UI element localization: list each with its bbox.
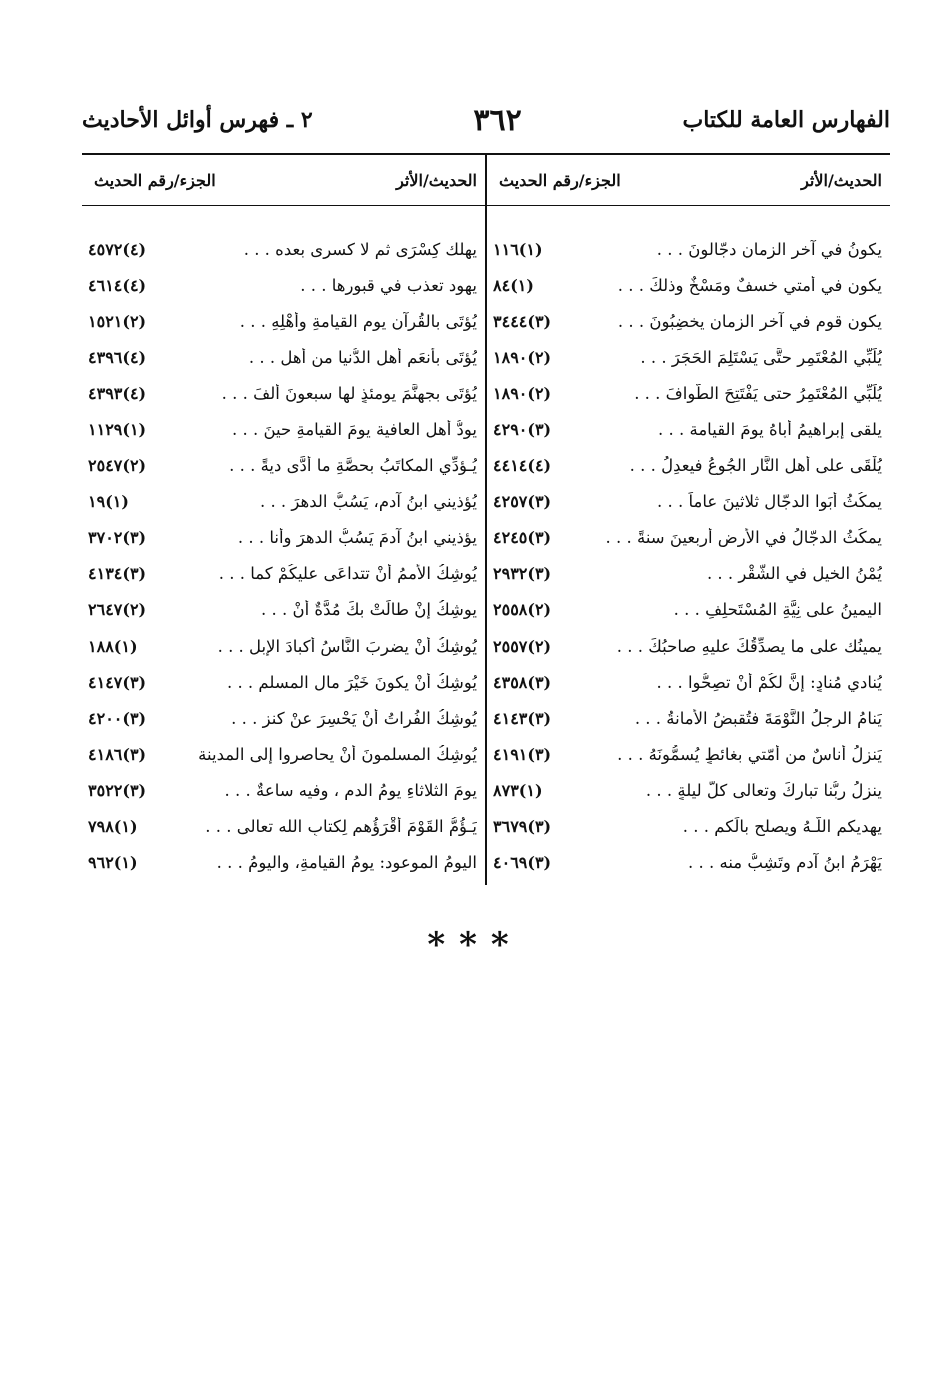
hadith-opening-text: يكون قوم في آخر الزمان يخضِبُونَ . . . — [617, 311, 882, 331]
index-entry — [487, 664, 890, 700]
hadith-opening-text: يُؤتَى بجهنَّمَ يومئذٍ لها سبعونَ ألفَ . . . — [221, 383, 477, 403]
left-column-entries — [82, 231, 485, 881]
hadith-opening-text: يؤذيني ابنُ آدمَ يَسُبُّ الدهرَ وأنا . . . — [237, 528, 477, 548]
heading-reference: الجزء/رقم الحديث — [94, 170, 216, 190]
hadith-opening-text: يُؤتَى بالقُرآنِ يوم القيامةِ وأهْلِهِ . . . — [239, 311, 477, 331]
index-entry — [487, 556, 890, 592]
volume-hadith-number: (٣)٤١٤٣ — [493, 708, 552, 728]
right-column-heading — [487, 155, 890, 205]
volume-hadith-number: (٢)١٨٩٠ — [493, 347, 552, 367]
index-entry — [487, 484, 890, 520]
hadith-opening-text: يُوشِكُ المسلمونَ أنْ يحاصروا إلى المدينة — [198, 744, 477, 764]
volume-hadith-number: (٤)٤٥٧٢ — [88, 239, 147, 259]
hadith-opening-text: يُؤذيني ابنُ آدم، يَسُبُّ الدهرَ . . . — [259, 492, 477, 512]
index-entry — [487, 845, 890, 881]
volume-hadith-number: (١)٧٩٨ — [88, 817, 138, 837]
page-number: ٣٦٢ — [473, 102, 522, 138]
volume-hadith-number: (٢)١٥٢١ — [88, 311, 147, 331]
volume-hadith-number: (٣)٣٦٧٩ — [493, 817, 552, 837]
index-entry — [487, 303, 890, 339]
index-entry — [487, 231, 890, 267]
hadith-opening-text: يكون في أمتي خسفٌ ومَسْخٌ وذلكَ . . . — [617, 275, 882, 295]
hadith-opening-text: يُـؤدِّي المكاتَبُ بحصَّةِ ما أدَّى ديةً . . . — [229, 456, 477, 476]
hadith-opening-text: يمكُثُ أبَوا الدجّالِ ثلاثينَ عاماً . . . — [657, 492, 882, 512]
index-entry — [82, 231, 485, 267]
volume-hadith-number: (٣)٤٠٦٩ — [493, 853, 552, 873]
hadith-opening-text: يلقى إبراهيمُ أباهُ يومَ القيامة . . . — [658, 420, 882, 440]
heading-hadith: الحديث/الأثر — [801, 170, 882, 190]
volume-hadith-number: (٣)٤٢٠٠ — [88, 708, 147, 728]
volume-hadith-number: (٣)٤١٤٧ — [88, 672, 147, 692]
index-title: ٢ ـ فهرس أوائل الأحاديث — [82, 107, 313, 133]
volume-hadith-number: (٤)٤٣٩٦ — [88, 347, 147, 367]
volume-hadith-number: (٤)٤٦١٤ — [88, 275, 147, 295]
hadith-opening-text: ينزِلُ ربُّنا تباركَ وتعالى كلَّ ليلةٍ . . . — [645, 780, 882, 800]
index-entry — [82, 556, 485, 592]
volume-hadith-number: (٣)٤٣٥٨ — [493, 672, 552, 692]
hadith-opening-text: يهود تعذب في قبورها . . . — [300, 275, 477, 295]
volume-hadith-number: (٣)٤١٣٤ — [88, 564, 147, 584]
volume-hadith-number: (٢)٢٥٥٨ — [493, 600, 552, 620]
index-entry — [82, 628, 485, 664]
hadith-opening-text: يُلَبِّي المُعْتَمِرُ حتى يَفْتَتِحَ الطَّوافَ . . . — [634, 383, 882, 403]
volume-hadith-number: (٢)٢٥٤٧ — [88, 456, 147, 476]
hadith-opening-text: يُوشِكُ الفُراتُ أنْ يَحْسِرَ عنْ كنزٍ . . . — [231, 708, 477, 728]
heading-reference: الجزء/رقم الحديث — [499, 170, 621, 190]
index-entry — [82, 448, 485, 484]
hadith-opening-text: يوشِكُ إنْ طالَتْ بكَ مُدَّةٌ أنْ . . . — [261, 600, 477, 620]
hadith-opening-text: يُوشِكُ الأممُ أنْ تتداعَى عليكُمْ كما . . . — [218, 564, 477, 584]
volume-hadith-number: (١)١٩ — [88, 492, 129, 512]
index-entry — [487, 339, 890, 375]
hadith-opening-text: يُوشِكُ أنْ يكونَ خَيْرَ مالِ المسلمِ . . . — [226, 672, 477, 692]
hadith-opening-text: اليومُ الموعود: يومُ القيامةِ، واليومُ . . . — [216, 853, 477, 873]
volume-hadith-number: (٤)٤٣٩٣ — [88, 383, 147, 403]
volume-hadith-number: (٣)٣٥٢٢ — [88, 780, 147, 800]
volume-hadith-number: (١)٨٧٣ — [493, 780, 543, 800]
index-entry — [82, 809, 485, 845]
index-entry — [487, 809, 890, 845]
left-column-heading — [82, 155, 485, 205]
index-entry — [82, 736, 485, 772]
index-entry — [82, 375, 485, 411]
volume-hadith-number: (٣)٢٩٣٢ — [493, 564, 552, 584]
hadith-opening-text: يكونُ في آخرِ الزمانِ دجّالونَ . . . — [656, 239, 882, 259]
index-entry — [487, 520, 890, 556]
index-entry — [487, 772, 890, 808]
index-entry — [82, 520, 485, 556]
right-column — [487, 155, 890, 885]
hadith-opening-text: يهديكم اللّـهُ ويصلح بالَكم . . . — [682, 817, 882, 837]
index-entry — [487, 448, 890, 484]
hadith-opening-text: يهلك كِسْرَى ثم لا كسرى بعده . . . — [243, 239, 477, 259]
hadith-opening-text: يَهْرَمُ ابنُ آدم وتَشِبُّ منه . . . — [688, 853, 882, 873]
volume-hadith-number: (١)٨٤ — [493, 275, 534, 295]
running-head — [82, 100, 890, 140]
index-entry — [487, 411, 890, 447]
volume-hadith-number: (٣)٤٢٥٧ — [493, 492, 552, 512]
index-entry — [487, 736, 890, 772]
hadith-opening-text: يُنادي مُنادٍ: إنَّ لكُمْ أنْ تصِحُّوا . . . — [656, 672, 882, 692]
hadith-opening-text: يَـؤُمُّ القَوْمَ أقْرَؤُهم لِكتابِ الله تعالى . . . — [205, 817, 477, 837]
hadith-opening-text: يودُّ أهل العافية يومَ القيامةِ حينَ . . . — [232, 420, 477, 440]
hadith-opening-text: يُلْقَى على أهلِ النَّارِ الجُوعُ فيعدِلُ . . . — [629, 456, 882, 476]
volume-hadith-number: (٣)٤١٨٦ — [88, 744, 147, 764]
index-entry — [82, 411, 485, 447]
volume-hadith-number: (٣)٤١٩١ — [493, 744, 552, 764]
volume-hadith-number: (٤)٤٤١٤ — [493, 456, 552, 476]
index-entry — [487, 375, 890, 411]
end-of-section-asterisks: *** — [427, 925, 523, 965]
index-entry — [487, 700, 890, 736]
hadith-opening-text: يُؤتَى بأنعَمِ أهلِ الدُّنيا من أهلِ . . . — [248, 347, 477, 367]
index-entry — [82, 772, 485, 808]
volume-hadith-number: (١)١١٦ — [493, 239, 543, 259]
hadith-opening-text: يَنزِلُ أناسٌ من أُمّتي بغائطٍ يُسمُّونَهُ . . . — [617, 744, 882, 764]
index-entry — [82, 592, 485, 628]
index-entry — [82, 484, 485, 520]
volume-hadith-number: (٢)٢٦٤٧ — [88, 600, 147, 620]
index-entry — [487, 592, 890, 628]
hadith-opening-text: اليمينُ على نِيَّةِ المُسْتَحلِفِ . . . — [673, 600, 882, 620]
volume-hadith-number: (٣)٤٢٩٠ — [493, 420, 552, 440]
index-entry — [82, 339, 485, 375]
volume-hadith-number: (٢)٢٥٥٧ — [493, 636, 552, 656]
volume-hadith-number: (٣)٣٤٤٤ — [493, 311, 552, 331]
index-entry — [82, 700, 485, 736]
volume-hadith-number: (٢)١٨٩٠ — [493, 383, 552, 403]
left-column — [82, 155, 485, 885]
index-entry — [82, 664, 485, 700]
index-entry — [487, 267, 890, 303]
volume-hadith-number: (١)١٨٨ — [88, 636, 138, 656]
volume-hadith-number: (١)١١٢٩ — [88, 420, 147, 440]
hadith-opening-text: يمكُثُ الدجّالُ في الأرضِ أربعينَ سنةً . . . — [605, 528, 882, 548]
hadith-opening-text: يمينُك على ما يصدِّقُكَ عليهِ صاحبُكَ . . . — [616, 636, 882, 656]
volume-hadith-number: (١)٩٦٢ — [88, 853, 138, 873]
index-entry — [82, 303, 485, 339]
volume-hadith-number: (٣)٣٧٠٢ — [88, 528, 147, 548]
hadith-opening-text: يُلَبِّي المُعْتَمِر حتَّى يَسْتَلِمَ الحَجَرَ . . . — [640, 347, 882, 367]
index-entry — [82, 267, 485, 303]
hadith-opening-text: يُوشِكُ أنْ يضربَ النَّاسُ أكبادَ الإبلِ . . . — [217, 636, 477, 656]
hadith-opening-text: يومَ الثلاثاءِ يومُ الدمِ ، وفيه ساعةٌ . . . — [224, 780, 477, 800]
hadith-opening-text: يُمْنُ الخيلِ في الشُّقْرِ . . . — [706, 564, 882, 584]
index-entry — [82, 845, 485, 881]
hadith-opening-text: يَنامُ الرجلُ النَّوْمَةَ فتُقبضُ الأمانةُ . . . — [634, 708, 882, 728]
index-entry — [487, 628, 890, 664]
book-title: الفهارس العامة للكتاب — [682, 107, 890, 133]
right-column-entries — [487, 231, 890, 881]
volume-hadith-number: (٣)٤٢٤٥ — [493, 528, 552, 548]
heading-hadith: الحديث/الأثر — [396, 170, 477, 190]
